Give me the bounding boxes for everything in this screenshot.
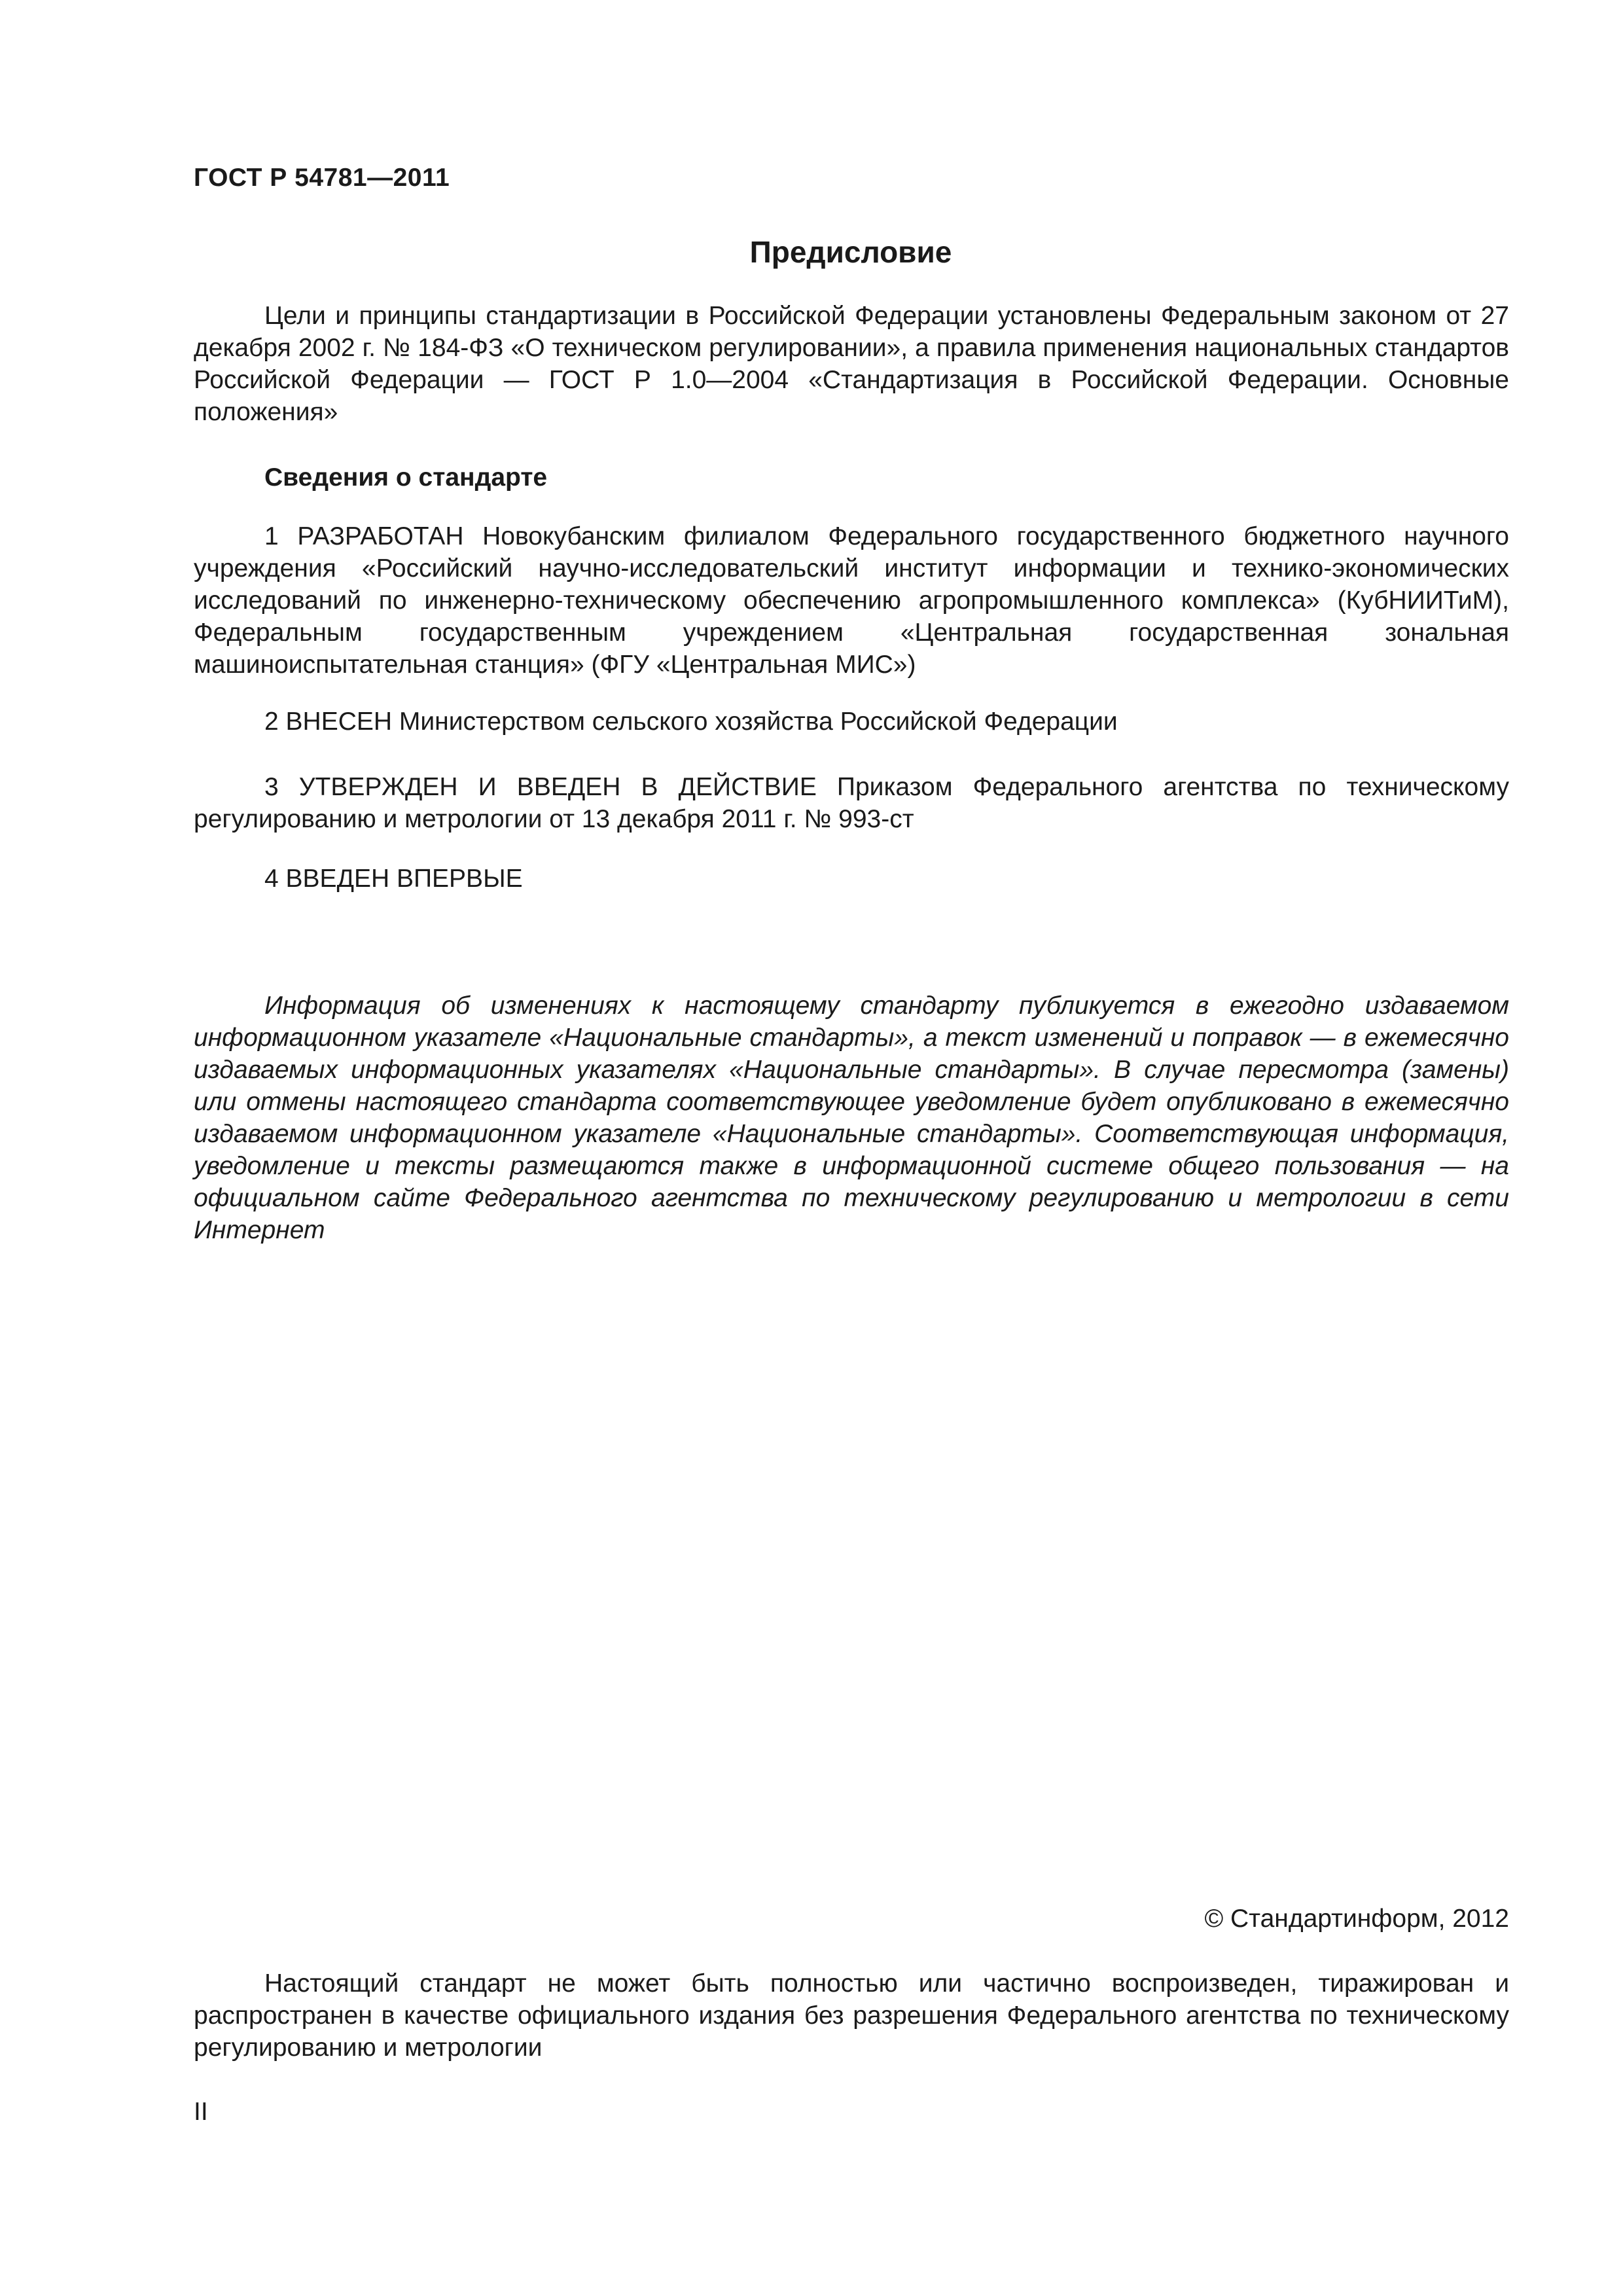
copyright: © Стандартинформ, 2012 xyxy=(1204,1905,1509,1933)
document-code: ГОСТ Р 54781—2011 xyxy=(194,164,450,192)
item-approved: 3 УТВЕРЖДЕН И ВВЕДЕН В ДЕЙСТВИЕ Приказом Федерального агентства по техническому регулированию и метрологии от 13 декабря 2011 г. № 993-ст xyxy=(194,773,1509,833)
item-developed: 1 РАЗРАБОТАН Новокубанским филиалом Федерального государственного бюджетного научного учреждения «Российский научно-исследовательский институт информации и технико-экономических исследований по инженерно-техническому обеспечению агропромышленного комплекса» (КубНИИТиМ), Федеральным государственным учреждением «Центральная государственная зональная машиноиспытательная станция» (ФГУ «Центральная МИС») xyxy=(194,522,1509,679)
changes-notice: Информация об изменениях к настоящему стандарту публикуется в ежегодно издаваемом информационном указателе «Национальные стандарты», а текст изменений и поправок — в ежемесячно издаваемых информационных указателях «Национальные стандарты». В случае пересмотра (замены) или отмены настоящего стандарта соответствующее уведомление будет опубликовано в ежемесячно издаваемом информационном указателе «Национальные стандарты». Соответствующая информация, уведомление и тексты размещаются также в информационной системе общего пользования — на официальном сайте Федерального агентства по техническому регулированию и метрологии в сети Интернет xyxy=(194,992,1509,1244)
item-submitted: 2 ВНЕСЕН Министерством сельского хозяйства Российской Федерации xyxy=(264,708,1118,736)
page-title: Предисловие xyxy=(749,235,952,269)
page-number: II xyxy=(194,2098,208,2126)
restriction-notice: Настоящий стандарт не может быть полностью или частично воспроизведен, тиражирован и распространен в качестве официального издания без разрешения Федерального агентства по техническому регулированию и метрологии xyxy=(194,1969,1509,2062)
intro-paragraph: Цели и принципы стандартизации в Российской Федерации установлены Федеральным законом от 27 декабря 2002 г. № 184-ФЗ «О техническом регулировании», а правила применения национальных стандартов Российской Федерации — ГОСТ Р 1.0—2004 «Стандартизация в Российской Федерации. Основные положения» xyxy=(194,302,1509,426)
item-introduced: 4 ВВЕДЕН ВПЕРВЫЕ xyxy=(264,865,523,893)
standard-info-heading: Сведения о стандарте xyxy=(264,463,548,492)
